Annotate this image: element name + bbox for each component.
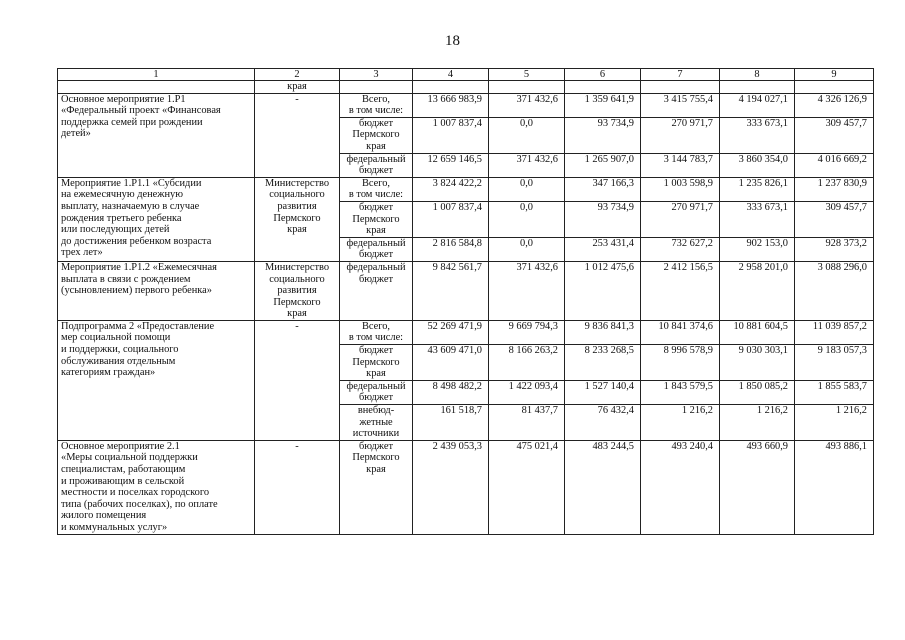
table-cell (489, 81, 565, 94)
value-cell: 1 265 907,0 (565, 153, 641, 177)
value-cell: 93 734,9 (565, 201, 641, 237)
executor: - (255, 320, 340, 440)
value-cell: 3 144 783,7 (641, 153, 720, 177)
value-cell: 8 233 268,5 (565, 345, 641, 381)
value-cell: 10 841 374,6 (641, 320, 720, 344)
value-cell: 493 240,4 (641, 440, 720, 534)
continuation-row (58, 81, 874, 94)
value-cell: 81 437,7 (489, 405, 565, 441)
value-cell: 8 166 263,2 (489, 345, 565, 381)
value-cell: 43 609 471,0 (413, 345, 489, 381)
value-cell: 253 431,4 (565, 237, 641, 261)
measure-description: Подпрограмма 2 «Предоставление мер социальной помощи и поддержки, социального обслуживания отдельным категориям граждан» (58, 320, 255, 440)
value-cell: 0,0 (489, 177, 565, 201)
value-cell: 9 836 841,3 (565, 320, 641, 344)
header-cell: 4 (413, 69, 489, 81)
value-cell: 1 237 830,9 (795, 177, 874, 201)
table-cell (795, 81, 874, 94)
continuation-executor: края (255, 81, 340, 94)
value-cell: 902 153,0 (720, 237, 795, 261)
executor: Министерство социального развития Пермского края (255, 261, 340, 320)
table-cell (340, 81, 413, 94)
value-cell: 0,0 (489, 237, 565, 261)
value-cell: 76 432,4 (565, 405, 641, 441)
value-cell: 928 373,2 (795, 237, 874, 261)
measure-description: Мероприятие 1.Р1.2 «Ежемесячная выплата в связи с рождением (усыновлением) первого ребенка» (58, 261, 255, 320)
value-cell: 2 412 156,5 (641, 261, 720, 320)
value-cell: 1 422 093,4 (489, 380, 565, 404)
value-cell: 371 432,6 (489, 93, 565, 117)
value-cell: 1 216,2 (795, 405, 874, 441)
funding-source: Всего, в том числе: (340, 177, 413, 201)
value-cell: 1 843 579,5 (641, 380, 720, 404)
budget-table (57, 68, 874, 535)
header-cell: 6 (565, 69, 641, 81)
value-cell: 9 842 561,7 (413, 261, 489, 320)
value-cell: 10 881 604,5 (720, 320, 795, 344)
value-cell: 0,0 (489, 117, 565, 153)
value-cell: 9 030 303,1 (720, 345, 795, 381)
funding-source: бюджет Пермского края (340, 345, 413, 381)
value-cell: 270 971,7 (641, 117, 720, 153)
header-cell: 3 (340, 69, 413, 81)
funding-source: бюджет Пермского края (340, 201, 413, 237)
table-row (58, 320, 874, 344)
value-cell: 8 498 482,2 (413, 380, 489, 404)
executor: Министерство социального развития Пермского края (255, 177, 340, 261)
value-cell: 1 003 598,9 (641, 177, 720, 201)
value-cell: 1 359 641,9 (565, 93, 641, 117)
value-cell: 8 996 578,9 (641, 345, 720, 381)
value-cell: 9 669 794,3 (489, 320, 565, 344)
value-cell: 2 439 053,3 (413, 440, 489, 534)
value-cell: 483 244,5 (565, 440, 641, 534)
value-cell: 1 850 085,2 (720, 380, 795, 404)
table-row (58, 440, 874, 534)
funding-source: федеральный бюджет (340, 153, 413, 177)
table-row (58, 261, 874, 320)
header-cell: 7 (641, 69, 720, 81)
funding-source: бюджет Пермского края (340, 117, 413, 153)
value-cell: 493 886,1 (795, 440, 874, 534)
value-cell: 732 627,2 (641, 237, 720, 261)
value-cell: 4 194 027,1 (720, 93, 795, 117)
value-cell: 309 457,7 (795, 117, 874, 153)
value-cell: 2 816 584,8 (413, 237, 489, 261)
value-cell: 270 971,7 (641, 201, 720, 237)
value-cell: 475 021,4 (489, 440, 565, 534)
value-cell: 11 039 857,2 (795, 320, 874, 344)
measure-description: Основное мероприятие 1.Р1 «Федеральный проект «Финансовая поддержка семей при рождении детей» (58, 93, 255, 177)
value-cell: 52 269 471,9 (413, 320, 489, 344)
table-cell (641, 81, 720, 94)
value-cell: 1 527 140,4 (565, 380, 641, 404)
value-cell: 333 673,1 (720, 117, 795, 153)
value-cell: 371 432,6 (489, 153, 565, 177)
value-cell: 1 007 837,4 (413, 117, 489, 153)
value-cell: 2 958 201,0 (720, 261, 795, 320)
header-cell: 1 (58, 69, 255, 81)
measure-description: Основное мероприятие 2.1 «Меры социальной поддержки специалистам, работающим и проживающим в сельской местности и поселках городского типа (рабочих поселках), по оплате жилого помещения и коммунальных услуг» (58, 440, 255, 534)
funding-source: бюджет Пермского края (340, 440, 413, 534)
table-cell (565, 81, 641, 94)
value-cell: 3 415 755,4 (641, 93, 720, 117)
table-cell (413, 81, 489, 94)
value-cell: 1 007 837,4 (413, 201, 489, 237)
funding-source: Всего, в том числе: (340, 93, 413, 117)
value-cell: 12 659 146,5 (413, 153, 489, 177)
table-row (58, 177, 874, 201)
header-cell: 2 (255, 69, 340, 81)
value-cell: 309 457,7 (795, 201, 874, 237)
funding-source: Всего, в том числе: (340, 320, 413, 344)
table-row (58, 93, 874, 117)
value-cell: 3 824 422,2 (413, 177, 489, 201)
value-cell: 13 666 983,9 (413, 93, 489, 117)
value-cell: 9 183 057,3 (795, 345, 874, 381)
value-cell: 1 855 583,7 (795, 380, 874, 404)
page-number: 18 (445, 33, 460, 49)
header-cell: 8 (720, 69, 795, 81)
executor: - (255, 440, 340, 534)
value-cell: 1 012 475,6 (565, 261, 641, 320)
table-cell (720, 81, 795, 94)
value-cell: 371 432,6 (489, 261, 565, 320)
value-cell: 3 860 354,0 (720, 153, 795, 177)
funding-source: внебюд- жетные источники (340, 405, 413, 441)
funding-source: федеральный бюджет (340, 261, 413, 320)
value-cell: 1 216,2 (720, 405, 795, 441)
value-cell: 1 216,2 (641, 405, 720, 441)
header-cell: 9 (795, 69, 874, 81)
value-cell: 493 660,9 (720, 440, 795, 534)
value-cell: 0,0 (489, 201, 565, 237)
measure-description: Мероприятие 1.Р1.1 «Субсидии на ежемесячную денежную выплату, назначаемую в случае рождения третьего ребенка или последующих детей до достижения ребенком возраста трех лет» (58, 177, 255, 261)
executor: - (255, 93, 340, 177)
table-cell (58, 81, 255, 94)
value-cell: 4 016 669,2 (795, 153, 874, 177)
value-cell: 4 326 126,9 (795, 93, 874, 117)
value-cell: 333 673,1 (720, 201, 795, 237)
funding-source: федеральный бюджет (340, 237, 413, 261)
funding-source: федеральный бюджет (340, 380, 413, 404)
value-cell: 3 088 296,0 (795, 261, 874, 320)
value-cell: 93 734,9 (565, 117, 641, 153)
header-cell: 5 (489, 69, 565, 81)
value-cell: 1 235 826,1 (720, 177, 795, 201)
header-row (58, 69, 874, 81)
value-cell: 161 518,7 (413, 405, 489, 441)
value-cell: 347 166,3 (565, 177, 641, 201)
